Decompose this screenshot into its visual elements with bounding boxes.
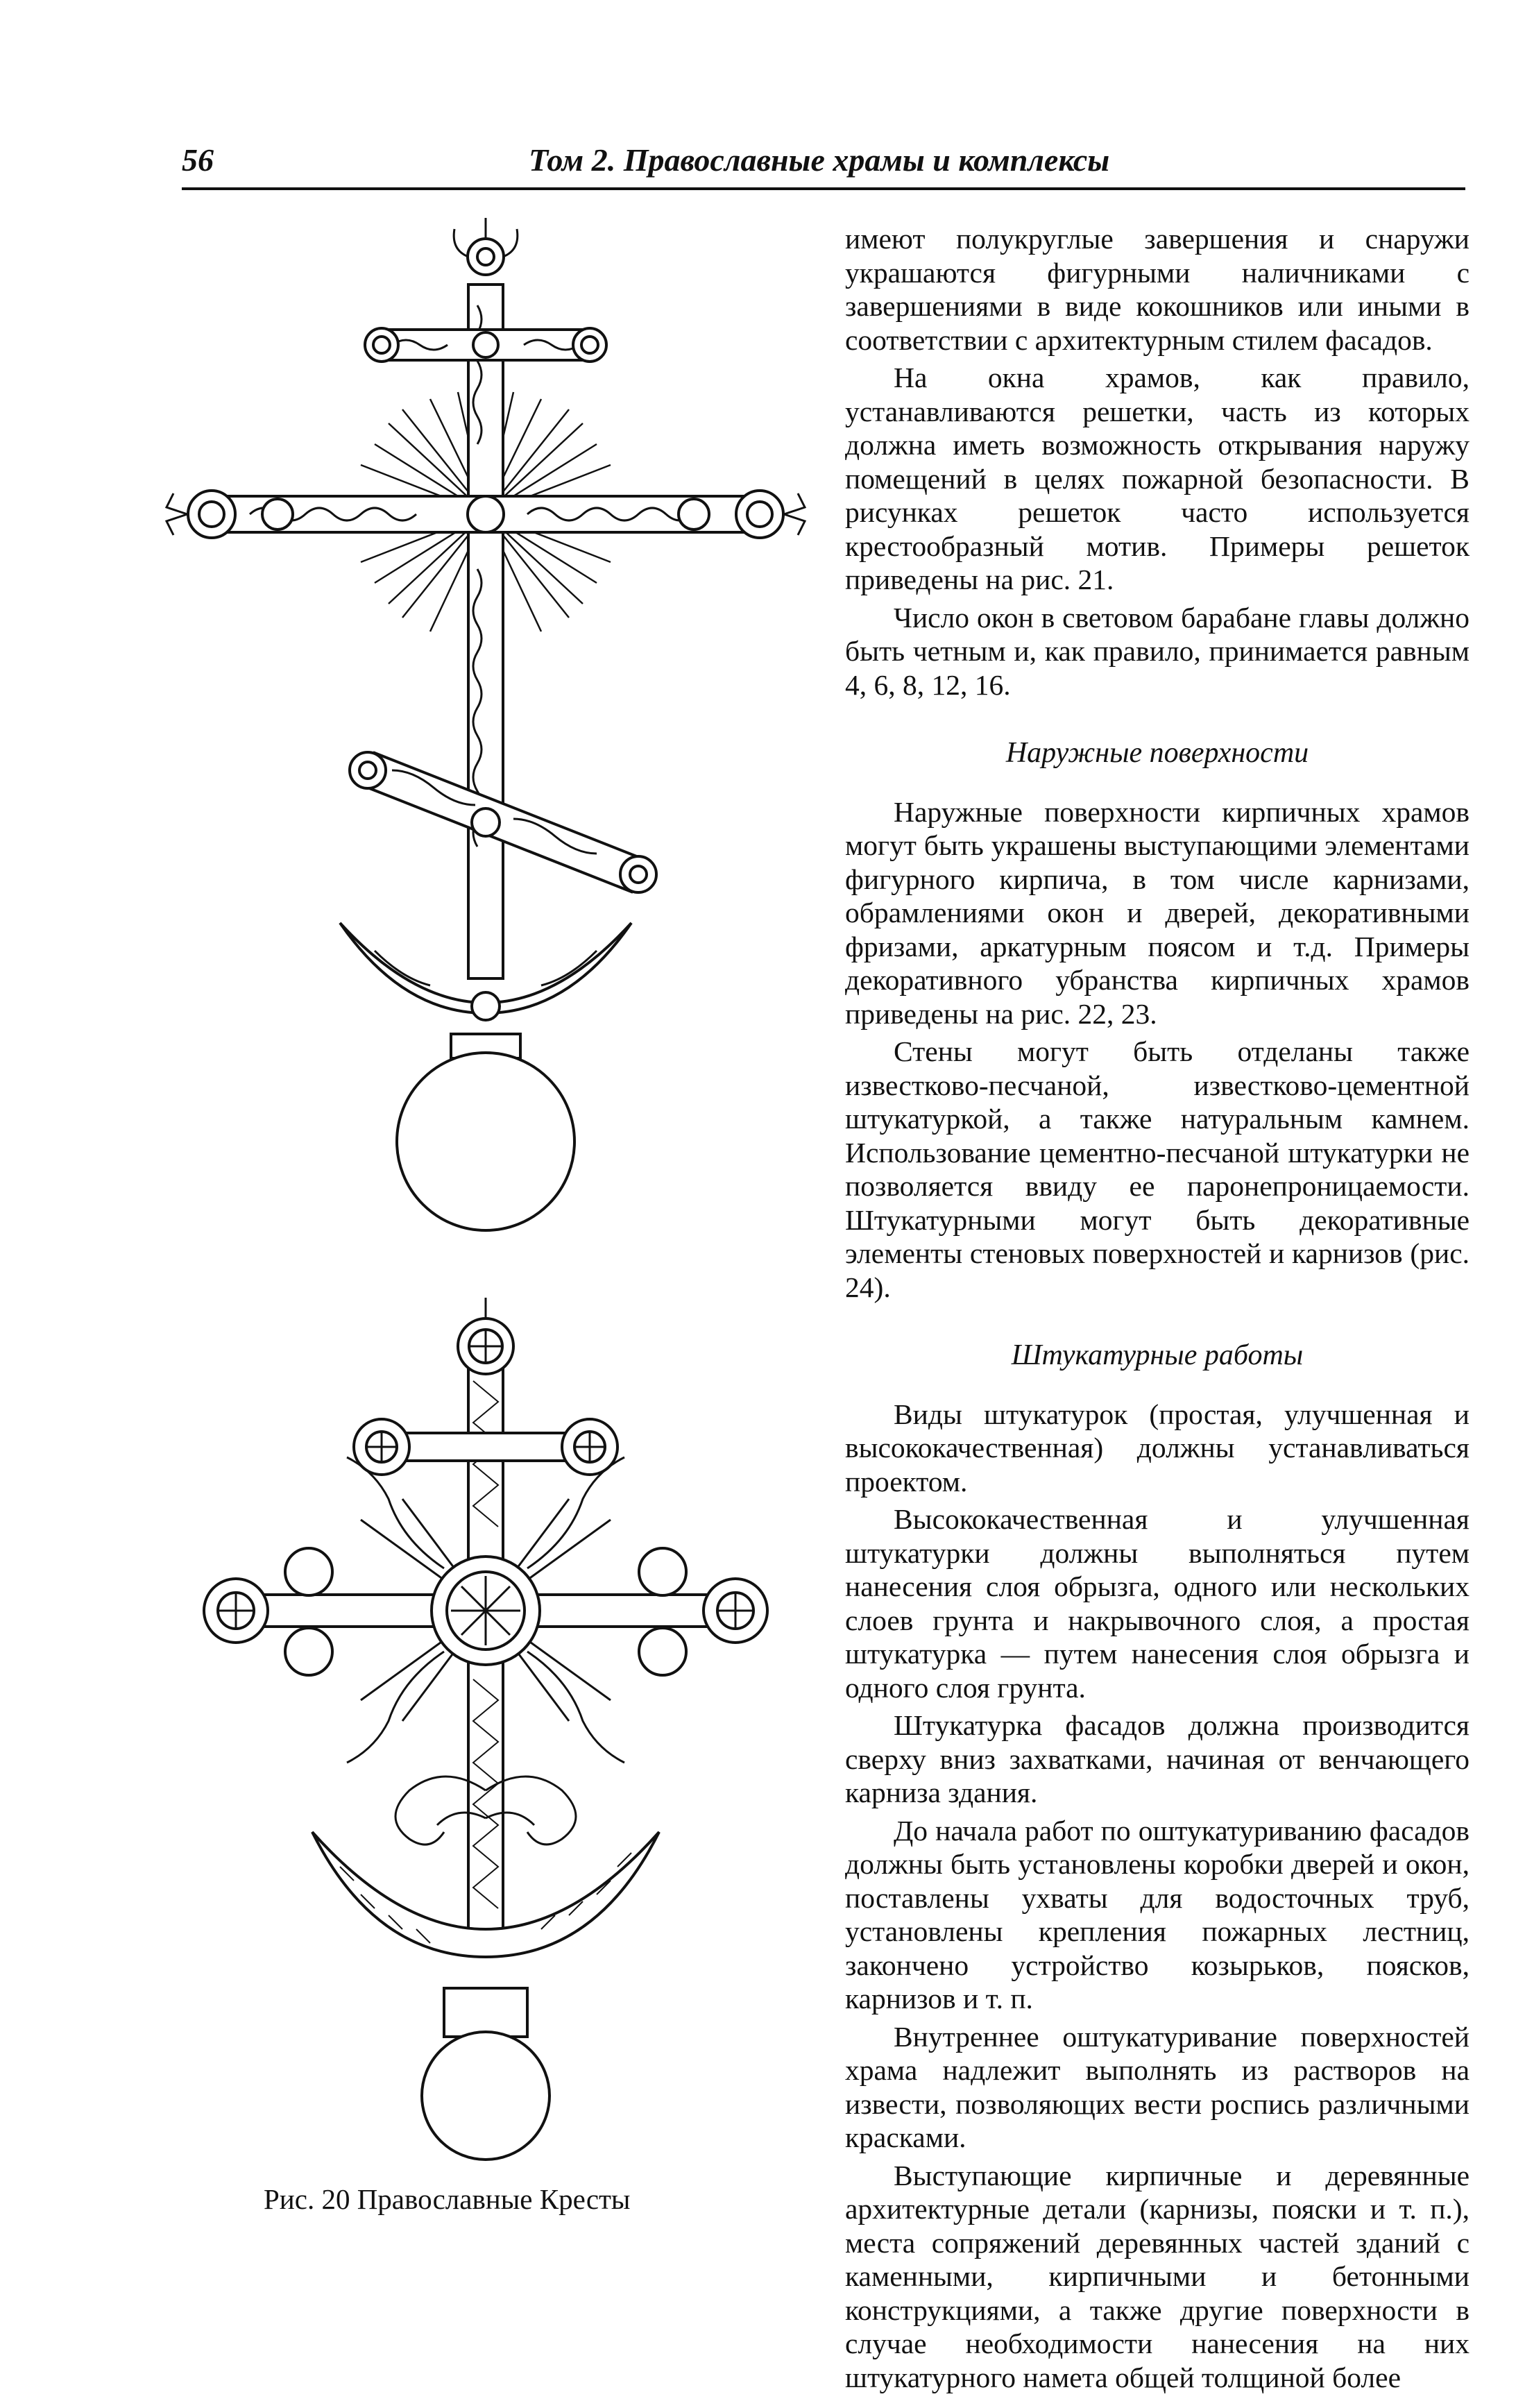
paragraph: До начала работ по оштукатуриванию фасадов должны быть установлены коробки дверей и окон, поставлены ухваты для водосточных труб, установлены крепления пожарных лестниц, закончено устройство козырьков, поясков, карнизов и т. п.	[845, 1814, 1469, 2015]
paragraph: имеют полукруглые завершения и снаружи украшаются фигурными наличниками с завершениями в виде кокошников или иными в соответствии с архитектурным стилем фасадов.	[845, 223, 1469, 356]
orthodox-cross-illustration-2	[153, 1291, 833, 2255]
running-title: Том 2. Православные храмы и комплексы	[529, 142, 1110, 178]
paragraph: Внутреннее оштукатуривание поверхностей храма надлежит выполнять из растворов на извести, позволяющих вести роспись различными красками.	[845, 2020, 1469, 2153]
section-heading-plaster: Штукатурные работы	[1011, 1339, 1304, 1371]
paragraph: Стены могут быть отделаны также известково-песчаной, известково-цементной штукатуркой, а также натуральным камнем. Использование цементно-песчаной штукатурки не позволяется ввиду ее паронепроницаемости. Штукатурными могут быть декоративные элементы стеновых поверхностей и карнизов (рис. 24).	[845, 1035, 1469, 1303]
paragraph: На окна храмов, как правило, устанавливаются решетки, часть из которых должна иметь возможность открывания наружу помещений в целях пожарной безопасности. В рисунках решеток часто используется крестообразный мотив. Примеры решеток приведены на рис. 21.	[845, 362, 1469, 595]
paragraph: Выступающие кирпичные и деревянные архитектурные детали (карнизы, пояски и т. п.), места сопряжений деревянных частей зданий с каменными, кирпичными и бетонными конструкциями, а также другие поверхности в случае необходимости нанесения на них штукатурного намета общей толщиной более	[845, 2159, 1469, 2393]
body-text-column	[845, 222, 1469, 2398]
figure-20	[153, 208, 833, 2290]
paragraph: Штукатурка фасадов должна производится сверху вниз захватками, начиная от венчающего карниза здания.	[845, 1709, 1469, 1808]
orthodox-cross-illustration-1	[153, 208, 833, 1263]
paragraph: Наружные поверхности кирпичных храмов могут быть украшены выступающими элементами фигурного кирпича, в том числе карнизами, обрамлениями окон и дверей, декоративными фризами, аркатурным поясом и т.д. Примеры декоративного убранства кирпичных храмов приведены на рис. 22, 23.	[845, 795, 1469, 1030]
page-header	[182, 139, 1465, 190]
paragraph: Число окон в световом барабане главы должно быть четным и, как правило, принимается равным 4, 6, 8, 12, 16.	[845, 601, 1469, 701]
paragraph: Высококачественная и улучшенная штукатурки должны выполняться путем нанесения слоя обрызга, одного или нескольких слоев грунта и накрывочного слоя, а простая штукатурка — путем нанесения слоя обрызга и одного слоя грунта.	[845, 1503, 1469, 1704]
paragraph: Виды штукатурок (простая, улучшенная и высококачественная) должны устанавливаться проектом.	[845, 1398, 1469, 1498]
section-heading-exterior: Наружные поверхности	[1005, 737, 1309, 769]
page-number: 56	[182, 142, 214, 178]
figure-caption: Рис. 20 Православные Кресты	[264, 2183, 631, 2215]
